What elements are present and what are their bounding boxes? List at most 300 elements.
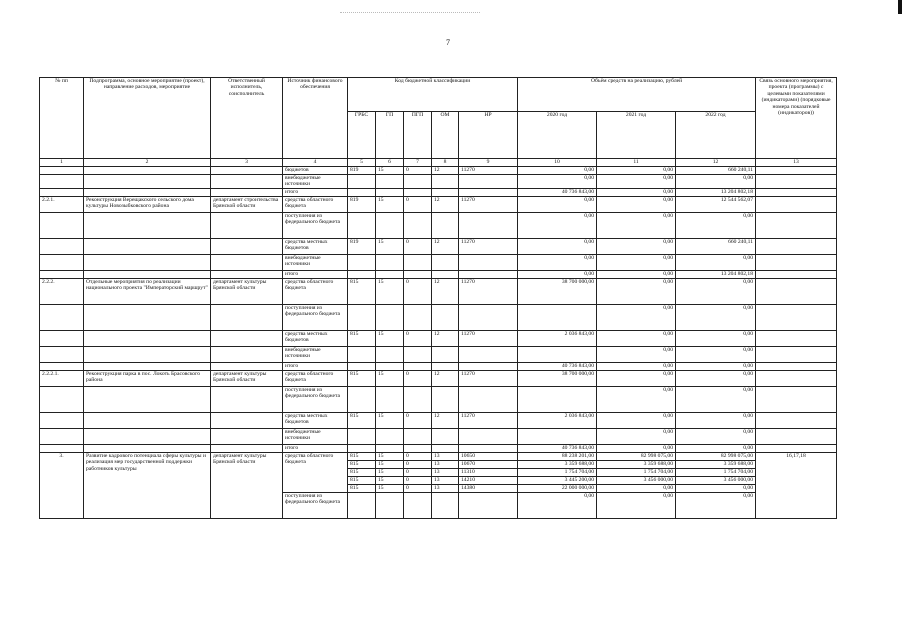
row-gp (376, 346, 404, 362)
row-executor (211, 346, 283, 362)
row-2022: 3 359 688,00 (676, 460, 756, 468)
row-pgp (404, 188, 432, 196)
row-grbs (348, 386, 376, 412)
row-2020 (518, 346, 597, 362)
row-executor (211, 238, 283, 254)
row-grbs (348, 212, 376, 238)
row-source: поступления из федерального бюджета (283, 304, 348, 330)
row-pgp (404, 386, 432, 412)
row-pgp: 0 (404, 484, 432, 492)
header-2022: 2022 год (676, 112, 756, 159)
table-row (40, 452, 837, 460)
table-row (40, 412, 837, 428)
row-nr: 11270 (459, 412, 518, 428)
row-om: 13 (432, 484, 459, 492)
row-2021: 0,00 (597, 270, 676, 278)
row-link (756, 196, 837, 212)
row-pgp: 0 (404, 412, 432, 428)
row-source: средства областного бюджета (283, 370, 348, 386)
row-source: поступления из федерального бюджета (283, 386, 348, 412)
row-2021: 0,00 (597, 428, 676, 444)
row-2021: 82 998 075,00 (597, 452, 676, 460)
row-source: поступления из федерального бюджета (283, 492, 348, 518)
row-2020: 1 754 704,00 (518, 468, 597, 476)
row-2021: 0,00 (597, 167, 676, 175)
row-grbs: 819 (348, 167, 376, 175)
row-link (756, 330, 837, 346)
row-2021: 0,00 (597, 212, 676, 238)
row-2021: 0,00 (597, 238, 676, 254)
row-link (756, 167, 837, 175)
row-executor (211, 428, 283, 444)
row-om (432, 362, 459, 370)
row-om: 12 (432, 167, 459, 175)
row-gp: 15 (376, 412, 404, 428)
row-gp (376, 212, 404, 238)
row-nr (459, 362, 518, 370)
row-2022: 0,00 (676, 278, 756, 304)
row-name: Развитие кадрового потенциала сферы культуры и реализация мер государственной поддержки работников культуры (84, 452, 211, 518)
row-2020 (518, 386, 597, 412)
row-2021: 3 456 000,00 (597, 476, 676, 484)
budget-table (39, 77, 837, 519)
row-link (756, 278, 837, 304)
row-2020: 3 359 688,00 (518, 460, 597, 468)
column-number: 9 (459, 159, 518, 167)
row-gp (376, 188, 404, 196)
row-link (756, 175, 837, 189)
row-pgp (404, 270, 432, 278)
row-name: Реконструкция парка в пос. Локоть Брасовского района (84, 370, 211, 386)
row-nr (459, 270, 518, 278)
row-2022: 0,00 (676, 254, 756, 270)
row-gp (376, 175, 404, 189)
table-row (40, 330, 837, 346)
row-2021: 0,00 (597, 188, 676, 196)
row-executor (211, 330, 283, 346)
row-executor (211, 254, 283, 270)
row-om (432, 212, 459, 238)
table-row (40, 254, 837, 270)
row-source: бюджетов (283, 167, 348, 175)
row-num (40, 238, 84, 254)
row-nr: 11270 (459, 238, 518, 254)
row-pgp: 0 (404, 476, 432, 484)
row-2021: 0,00 (597, 412, 676, 428)
row-source: итого (283, 270, 348, 278)
row-gp: 15 (376, 484, 404, 492)
row-2021: 0,00 (597, 444, 676, 452)
table-row (40, 196, 837, 212)
row-gp: 15 (376, 167, 404, 175)
column-number: 12 (676, 159, 756, 167)
row-2021: 0,00 (597, 484, 676, 492)
row-source: средства областного бюджета (283, 196, 348, 212)
row-gp (376, 444, 404, 452)
table-row (40, 304, 837, 330)
row-link (756, 362, 837, 370)
row-num (40, 428, 84, 444)
row-num (40, 386, 84, 412)
row-om: 13 (432, 476, 459, 484)
row-num (40, 270, 84, 278)
row-gp: 15 (376, 278, 404, 304)
row-2020: 0,00 (518, 175, 597, 189)
table-row (40, 167, 837, 175)
row-nr (459, 304, 518, 330)
row-2022: 0,00 (676, 212, 756, 238)
row-gp: 15 (376, 238, 404, 254)
row-om: 12 (432, 330, 459, 346)
row-pgp: 0 (404, 238, 432, 254)
row-2022: 13 204 802,18 (676, 188, 756, 196)
row-num (40, 346, 84, 362)
row-pgp: 0 (404, 468, 432, 476)
row-grbs: 815 (348, 370, 376, 386)
row-grbs: 815 (348, 330, 376, 346)
row-gp: 15 (376, 330, 404, 346)
row-om (432, 175, 459, 189)
row-name (84, 212, 211, 238)
table-row (40, 362, 837, 370)
header-gp: ГП (376, 112, 404, 159)
table-row (40, 370, 837, 386)
row-2022: 0,00 (676, 330, 756, 346)
row-om: 13 (432, 452, 459, 460)
row-2022: 12 544 562,07 (676, 196, 756, 212)
row-gp (376, 362, 404, 370)
row-2022: 0,00 (676, 370, 756, 386)
row-om (432, 188, 459, 196)
row-pgp (404, 362, 432, 370)
row-om (432, 444, 459, 452)
row-gp: 15 (376, 370, 404, 386)
scan-artifact-dots (340, 12, 480, 14)
row-nr: 11270 (459, 370, 518, 386)
row-om (432, 428, 459, 444)
row-nr (459, 444, 518, 452)
row-nr (459, 254, 518, 270)
row-2021: 0,00 (597, 278, 676, 304)
row-2022: 1 754 704,00 (676, 468, 756, 476)
row-nr: 11270 (459, 196, 518, 212)
row-source: средства областного бюджета (283, 452, 348, 492)
row-nr (459, 175, 518, 189)
row-grbs: 815 (348, 452, 376, 460)
row-grbs: 819 (348, 238, 376, 254)
row-grbs: 815 (348, 278, 376, 304)
row-source: внебюджетные источники (283, 346, 348, 362)
row-name (84, 386, 211, 412)
row-pgp (404, 212, 432, 238)
row-source: внебюджетные источники (283, 428, 348, 444)
row-grbs (348, 270, 376, 278)
row-link (756, 188, 837, 196)
row-nr: 11270 (459, 278, 518, 304)
row-2021: 0,00 (597, 492, 676, 518)
row-2022: 0,00 (676, 304, 756, 330)
row-2021: 1 754 704,00 (597, 468, 676, 476)
row-nr (459, 428, 518, 444)
row-num: 2.2.2. (40, 278, 84, 304)
row-gp: 15 (376, 468, 404, 476)
row-grbs: 815 (348, 468, 376, 476)
row-om: 13 (432, 460, 459, 468)
row-pgp: 0 (404, 370, 432, 386)
row-2020: 22 000 000,00 (518, 484, 597, 492)
table-row (40, 175, 837, 189)
row-executor (211, 444, 283, 452)
row-num (40, 188, 84, 196)
row-num (40, 254, 84, 270)
row-pgp: 0 (404, 330, 432, 346)
row-nr: 11270 (459, 167, 518, 175)
row-link (756, 212, 837, 238)
row-gp: 15 (376, 196, 404, 212)
header-nr: НР (459, 112, 518, 159)
row-2021: 0,00 (597, 254, 676, 270)
row-link (756, 304, 837, 330)
header-pgp: ПГП (404, 112, 432, 159)
row-grbs (348, 304, 376, 330)
row-executor (211, 270, 283, 278)
row-gp (376, 254, 404, 270)
table-row (40, 238, 837, 254)
header-2020: 2020 год (518, 112, 597, 159)
row-2020: 38 700 000,00 (518, 370, 597, 386)
row-source: итого (283, 362, 348, 370)
row-om: 12 (432, 370, 459, 386)
row-grbs: 815 (348, 460, 376, 468)
table-row (40, 386, 837, 412)
row-2020: 0,00 (518, 270, 597, 278)
row-gp (376, 492, 404, 518)
row-name (84, 330, 211, 346)
header-grbs: ГРБС (348, 112, 376, 159)
row-link (756, 238, 837, 254)
row-om: 12 (432, 412, 459, 428)
row-num: 3. (40, 452, 84, 518)
row-2021: 0,00 (597, 330, 676, 346)
row-name (84, 254, 211, 270)
column-number: 10 (518, 159, 597, 167)
row-executor (211, 412, 283, 428)
row-om: 13 (432, 468, 459, 476)
row-nr: 14210 (459, 476, 518, 484)
column-number: 7 (404, 159, 432, 167)
row-source: средства областного бюджета (283, 278, 348, 304)
row-2020: 3 445 200,00 (518, 476, 597, 484)
row-2020: 88 238 201,00 (518, 452, 597, 460)
row-executor: департамент культуры Брянской области (211, 278, 283, 304)
row-om (432, 386, 459, 412)
row-gp (376, 304, 404, 330)
row-om: 12 (432, 278, 459, 304)
row-source: внебюджетные источники (283, 254, 348, 270)
row-source: итого (283, 444, 348, 452)
row-source: средства местных бюджетов (283, 330, 348, 346)
row-nr: 11270 (459, 330, 518, 346)
row-grbs (348, 428, 376, 444)
row-gp: 15 (376, 476, 404, 484)
row-2022: 0,00 (676, 346, 756, 362)
row-executor: департамент культуры Брянской области (211, 452, 283, 518)
row-2021: 0,00 (597, 362, 676, 370)
column-number: 8 (432, 159, 459, 167)
header-name: Подпрограмма, основное мероприятие (проект), направление расходов, мероприятие (84, 78, 211, 159)
row-grbs: 815 (348, 484, 376, 492)
row-2022: 0,00 (676, 175, 756, 189)
row-2022: 660 240,11 (676, 167, 756, 175)
row-num (40, 330, 84, 346)
row-2022: 660 240,11 (676, 238, 756, 254)
row-om (432, 492, 459, 518)
header-source: Источник финансового обеспечения (283, 78, 348, 159)
row-name (84, 444, 211, 452)
row-link (756, 270, 837, 278)
row-2020 (518, 428, 597, 444)
row-num (40, 444, 84, 452)
row-pgp (404, 492, 432, 518)
column-number: 11 (597, 159, 676, 167)
row-gp (376, 386, 404, 412)
row-num (40, 175, 84, 189)
row-2020: 40 736 843,00 (518, 362, 597, 370)
row-2022: 82 998 075,00 (676, 452, 756, 460)
row-link (756, 386, 837, 412)
row-2020: 0,00 (518, 492, 597, 518)
row-executor (211, 212, 283, 238)
row-name (84, 175, 211, 189)
row-source: средства местных бюджетов (283, 412, 348, 428)
row-om: 12 (432, 238, 459, 254)
row-2021: 0,00 (597, 386, 676, 412)
row-grbs: 819 (348, 196, 376, 212)
row-num (40, 167, 84, 175)
header-executor: Ответственный исполнитель, соисполнитель (211, 78, 283, 159)
row-gp (376, 270, 404, 278)
row-link (756, 346, 837, 362)
row-2022: 0,00 (676, 492, 756, 518)
row-om (432, 346, 459, 362)
row-name (84, 346, 211, 362)
row-2021: 3 359 688,00 (597, 460, 676, 468)
row-2020: 0,00 (518, 254, 597, 270)
row-2020: 40 736 843,00 (518, 444, 597, 452)
row-2020: 0,00 (518, 196, 597, 212)
header-volume: Объём средств на реализацию, рублей (518, 78, 756, 112)
row-om: 12 (432, 196, 459, 212)
row-pgp (404, 444, 432, 452)
row-nr (459, 212, 518, 238)
column-number: 2 (84, 159, 211, 167)
row-name: Реконструкция Верещакского сельского дома культуры Новозыбковского района (84, 196, 211, 212)
row-grbs (348, 362, 376, 370)
row-2020: 40 736 843,00 (518, 188, 597, 196)
row-2020 (518, 304, 597, 330)
column-number: 1 (40, 159, 84, 167)
row-num: 2.2.2.1. (40, 370, 84, 386)
row-name (84, 270, 211, 278)
row-source: итого (283, 188, 348, 196)
row-link: 16,17,18 (756, 452, 837, 518)
column-number: 3 (211, 159, 283, 167)
table-row (40, 444, 837, 452)
row-source: внебюджетные источники (283, 175, 348, 189)
row-grbs: 815 (348, 412, 376, 428)
row-2020: 0,00 (518, 212, 597, 238)
row-pgp (404, 346, 432, 362)
row-2022: 0,00 (676, 412, 756, 428)
row-nr (459, 386, 518, 412)
row-pgp (404, 175, 432, 189)
row-2021: 0,00 (597, 175, 676, 189)
row-source: средства местных бюджетов (283, 238, 348, 254)
column-number: 6 (376, 159, 404, 167)
table-row (40, 270, 837, 278)
row-pgp: 0 (404, 460, 432, 468)
row-name (84, 362, 211, 370)
row-source: поступления из федерального бюджета (283, 212, 348, 238)
row-name (84, 238, 211, 254)
row-om (432, 304, 459, 330)
row-2020: 0,00 (518, 167, 597, 175)
row-num (40, 304, 84, 330)
row-grbs (348, 175, 376, 189)
row-pgp: 0 (404, 196, 432, 212)
row-num (40, 412, 84, 428)
row-num (40, 362, 84, 370)
row-executor (211, 188, 283, 196)
row-link (756, 254, 837, 270)
row-executor (211, 362, 283, 370)
row-nr (459, 188, 518, 196)
table-row (40, 212, 837, 238)
header-kbk: Код бюджетной классификации (348, 78, 518, 112)
row-pgp (404, 428, 432, 444)
row-pgp (404, 304, 432, 330)
page-number: 7 (446, 38, 450, 47)
row-link (756, 444, 837, 452)
row-grbs (348, 346, 376, 362)
table-row (40, 346, 837, 362)
row-om (432, 254, 459, 270)
row-2022: 0,00 (676, 362, 756, 370)
table-row (40, 428, 837, 444)
header-2021: 2021 год (597, 112, 676, 159)
row-grbs (348, 492, 376, 518)
row-2021: 0,00 (597, 304, 676, 330)
column-number: 13 (756, 159, 837, 167)
row-2022: 3 456 000,00 (676, 476, 756, 484)
row-pgp (404, 254, 432, 270)
row-name (84, 412, 211, 428)
row-2022: 0,00 (676, 386, 756, 412)
row-link (756, 412, 837, 428)
row-executor (211, 167, 283, 175)
row-name (84, 167, 211, 175)
row-pgp: 0 (404, 452, 432, 460)
row-nr (459, 346, 518, 362)
row-2020: 2 036 843,00 (518, 412, 597, 428)
row-2022: 0,00 (676, 484, 756, 492)
header-num: № пп (40, 78, 84, 159)
column-number: 5 (348, 159, 376, 167)
column-number: 4 (283, 159, 348, 167)
header-om: ОМ (432, 112, 459, 159)
row-2021: 0,00 (597, 346, 676, 362)
row-nr (459, 492, 518, 518)
